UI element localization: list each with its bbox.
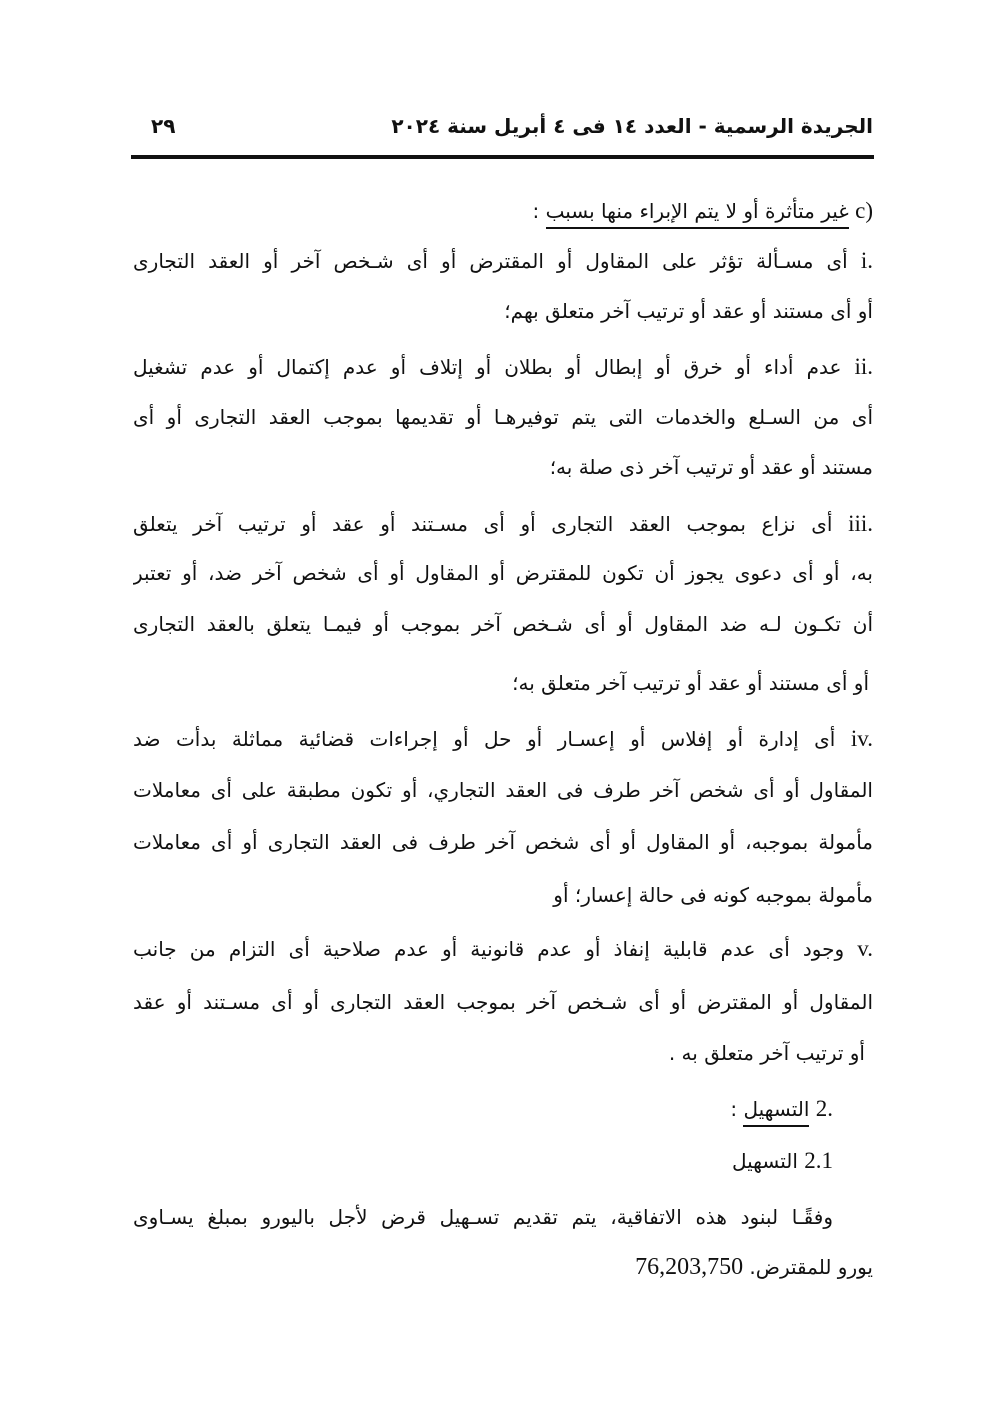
item-iv-line-4: مأمولة بموجبه كونه فى حالة إعسار؛ أو — [553, 883, 873, 907]
line-text: وجود أى عدم قابلية إنفاذ أو عدم قانونية أو عدم صلاحية أى التزام من جانب — [133, 937, 845, 961]
item-iii-line-2: به، أو أى دعوى يجوز أن تكون للمقترض أو المقاول أو أى شخص آخر ضد، أو تعتبر — [133, 561, 873, 585]
item-iv-line-3: مأمولة بموجبه، أو المقاول أو أى شخص آخر طرف فى العقد التجارى أو أى معاملات — [133, 830, 873, 854]
colon: : — [532, 199, 540, 223]
loan-amount: 76,203,750 — [635, 1254, 744, 1280]
item-marker: iv. — [850, 726, 873, 751]
facility-para-line-1: وفقًـا لبنود هذه الاتفاقية، يتم تقديم تسـهيل قرض لأجل باليورو بمبلغ يسـاوى — [133, 1205, 833, 1229]
item-marker: i. — [860, 248, 873, 273]
item-marker: ii. — [854, 354, 873, 379]
item-iii-line-4: أو أى مستند أو عقد أو ترتيب آخر متعلق به؛ — [512, 671, 869, 695]
item-ii-line-3: مستند أو عقد أو ترتيب آخر ذى صلة به؛ — [549, 455, 873, 479]
line-text: أى نزاع بموجب العقد التجارى أو أى مسـتند أو عقد أو ترتيب آخر يتعلق — [133, 512, 833, 536]
clause-c-text: غير متأثرة أو لا يتم الإبراء منها بسبب — [546, 199, 849, 229]
item-marker: v. — [857, 936, 873, 961]
item-iii-line-3: أن تكـون لـه ضد المقاول أو أى شـخص آخر بموجب أو فيمـا يتعلق بالعقد التجارى — [133, 612, 873, 636]
item-i-line-2: أو أى مستند أو عقد أو ترتيب آخر متعلق بهم؛ — [504, 299, 873, 323]
item-iii-line-1 — [133, 509, 873, 539]
header-rule — [131, 155, 874, 159]
section-title: التسهيل — [743, 1097, 809, 1127]
section-2-heading — [133, 1094, 873, 1124]
clause-c-heading — [133, 196, 873, 226]
section-marker: 2. — [815, 1096, 833, 1121]
line-text: عدم أداء أو خرق أو إبطال أو بطلان أو إتلاف أو عدم إكتمال أو عدم تشغيل — [133, 355, 842, 379]
item-v-line-3: أو ترتيب آخر متعلق به . — [668, 1041, 865, 1065]
facility-para-line-2 — [133, 1252, 873, 1282]
section-2-1-heading — [133, 1146, 873, 1176]
gazette-title: الجريدة الرسمية - العدد ١٤ فى ٤ أبريل سنة ٢٠٢٤ — [391, 114, 873, 138]
item-iv-line-2: المقاول أو أى شخص آخر طرف فى العقد التجاري، أو تكون مطبقة على أى معاملات — [133, 778, 873, 802]
page-number: ٢٩ — [151, 114, 176, 138]
page-header — [133, 114, 873, 148]
line-text: أى مسـألة تؤثر على المقاول أو المقترض أو أى شـخص آخر أو العقد التجارى — [133, 249, 848, 273]
item-iv-line-1 — [133, 724, 873, 754]
line-text: أى إدارة أو إفلاس أو إعسـار أو حل أو إجراءات قضائية مماثلة بدأت ضد — [133, 727, 836, 751]
item-marker: iii. — [848, 511, 873, 536]
item-ii-line-1 — [133, 352, 873, 382]
item-v-line-2: المقاول أو المقترض أو أى شـخص آخر بموجب العقد التجارى أو أى مسـتند أو عقد — [133, 990, 873, 1014]
item-v-line-1 — [133, 934, 873, 964]
section-marker: 2.1 — [804, 1148, 833, 1173]
item-ii-line-2: أى من السـلع والخدمات التى يتم توفيرهـا أو تقديمها بموجب العقد التجارى أو أى — [133, 405, 873, 429]
line-text: يورو للمقترض. — [749, 1255, 873, 1279]
item-i-line-1 — [133, 246, 873, 276]
colon: : — [730, 1097, 738, 1121]
clause-marker: c) — [855, 198, 873, 223]
section-title: التسهيل — [731, 1149, 798, 1173]
